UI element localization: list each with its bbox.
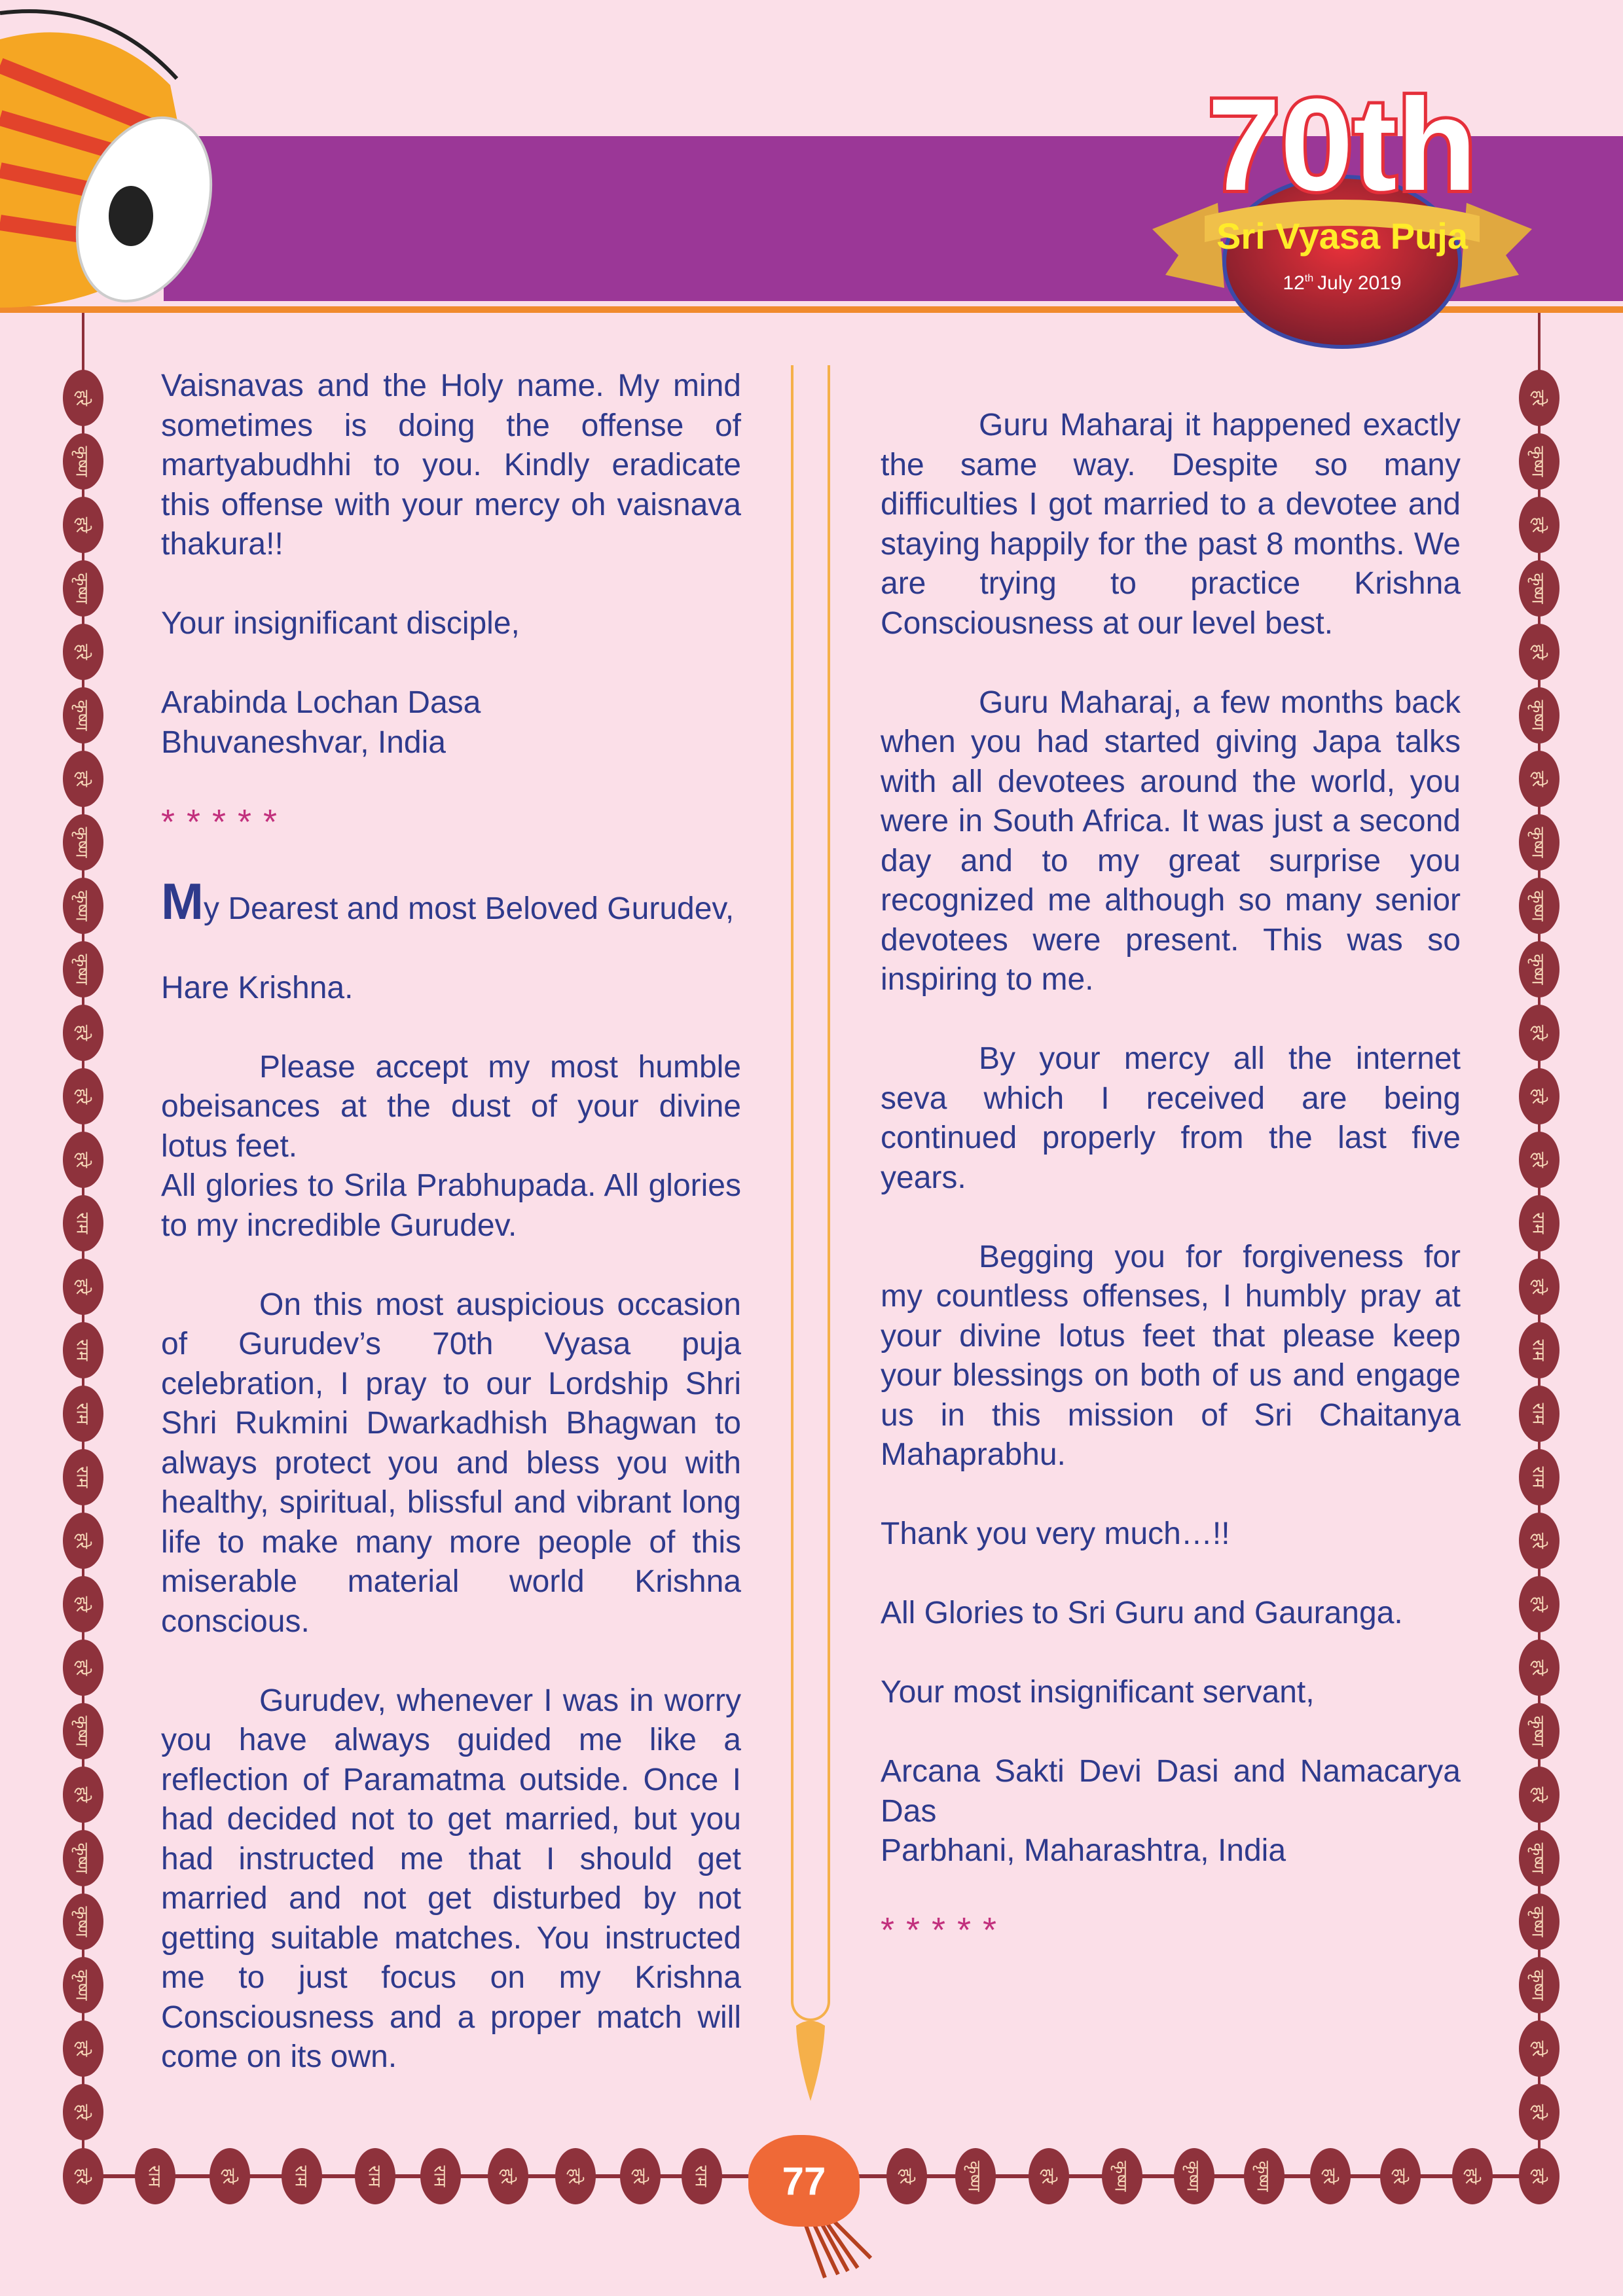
mantra-bead — [63, 1767, 103, 1823]
mantra-bead — [1519, 1386, 1559, 1442]
mantra-bead — [63, 1005, 103, 1061]
bead-label: हरे — [496, 2168, 517, 2185]
bead-label: कृष्ण — [1252, 2161, 1273, 2192]
mantra-bead — [63, 1195, 103, 1251]
mantra-bead — [886, 2148, 927, 2204]
bead-label: कृष्ण — [71, 1969, 92, 2001]
mantra-bead — [1519, 1449, 1559, 1505]
mantra-bead — [1519, 941, 1559, 997]
greeting: Hare Krishna. — [161, 970, 354, 1005]
signature-name: Arabinda Lochan Dasa — [161, 685, 481, 720]
mantra-bead — [63, 370, 103, 426]
bead-label: राम — [71, 1403, 92, 1425]
mantra-bead — [63, 433, 103, 490]
bead-label: कृष्ण — [71, 573, 92, 604]
mantra-bead — [282, 2148, 322, 2204]
bead-label: हरे — [1527, 770, 1548, 787]
bead-label: कृष्ण — [71, 890, 92, 922]
mantra-bead — [63, 941, 103, 997]
bead-label: राम — [290, 2165, 310, 2187]
bead-label: हरे — [1527, 1088, 1548, 1105]
bead-label: हरे — [1527, 1278, 1548, 1295]
mantra-bead — [1519, 814, 1559, 870]
bead-label: राम — [429, 2165, 449, 2187]
svg-text:70th: 70th — [1207, 72, 1477, 218]
paragraph: All glories to Srila Prabhupada. All glories to my incredible Gurudev. — [161, 1168, 741, 1243]
paragraph: Gurudev, whenever I was in worry you have always guided me like a reflection of Paramatma outside. Once I had decided not to get married, but you had instructed me that I should get married and not get disturbed by not getting suitable matches. You instructed me to just focus on my Krishna Consciousness and a proper match will come on its own. — [161, 1683, 741, 2074]
mantra-bead — [1244, 2148, 1285, 2204]
bead-label: हरे — [1527, 2104, 1548, 2121]
mantra-bead — [1519, 370, 1559, 426]
paragraph: Guru Maharaj it happened exactly the same way. Despite so many difficulties I got married to a devotee and staying happily for the past 8 months. We are trying to practice Krishna Consciousness at our level best. — [881, 408, 1461, 641]
mantra-bead — [210, 2148, 250, 2204]
mantra-bead — [1310, 2148, 1351, 2204]
bead-label: राम — [363, 2165, 384, 2187]
thanks: Thank you very much…!! — [881, 1516, 1230, 1551]
svg-text:12thJuly 2019: 12th July 2019 — [1283, 272, 1402, 294]
bead-label: हरे — [1527, 1151, 1548, 1168]
bead-label: कृष्ण — [71, 700, 92, 731]
bead-label: हरे — [895, 2168, 915, 2185]
bead-label: हरे — [71, 1532, 92, 1549]
bead-label: हरे — [71, 1596, 92, 1613]
bead-label: हरे — [1527, 1786, 1548, 1803]
bead-label: हरे — [1527, 1532, 1548, 1549]
bead-label: हरे — [71, 1278, 92, 1295]
paragraph: On this most auspicious occasion of Gurudev’s 70th Vyasa puja celebration, I pray to our Lordship Shri Shri Rukmini Dwarkadhish Bhagwan to always protect you and bless you with healthy, spiritual, blissful and vibrant long life to make many more people of this miserable material world Krishna conscious. — [161, 1287, 741, 1639]
bead-label: हरे — [218, 2168, 238, 2185]
bead-label: कृष्ण — [1110, 2161, 1131, 2192]
separator-stars: ***** — [161, 802, 289, 842]
mridanga-drum-icon — [0, 0, 223, 321]
mantra-bead — [1519, 1703, 1559, 1759]
mantra-bead — [1519, 2084, 1559, 2140]
mantra-bead — [1519, 1322, 1559, 1378]
bead-label: हरे — [1527, 1596, 1548, 1613]
bead-label: हरे — [71, 516, 92, 533]
signature-place: Bhuvaneshvar, India — [161, 725, 446, 760]
bead-label: राम — [690, 2165, 710, 2187]
mantra-bead — [555, 2148, 596, 2204]
mantra-bead — [1519, 1957, 1559, 2013]
bead-label: हरे — [1527, 389, 1548, 406]
bead-label: हरे — [71, 1786, 92, 1803]
paragraph: Vaisnavas and the Holy name. My mind sometimes is doing the offense of martyabudhhi to you. Kindly eradicate this offense with your mercy oh vaisnava thakura!! — [161, 368, 741, 562]
mantra-bead — [682, 2148, 722, 2204]
bead-label: हरे — [71, 2040, 92, 2057]
bead-label: कृष्ण — [71, 1842, 92, 1874]
bead-label: कृष्ण — [1527, 573, 1548, 604]
mantra-bead — [1519, 1513, 1559, 1569]
mantra-bead — [63, 751, 103, 807]
mantra-bead — [135, 2148, 175, 2204]
left-column — [161, 367, 741, 2117]
bead-label: कृष्ण — [1527, 1906, 1548, 1937]
mantra-bead — [1102, 2148, 1142, 2204]
paragraph: Please accept my most humble obeisances at the dust of your divine lotus feet. — [161, 1049, 741, 1164]
bead-label: कृष्ण — [1182, 2161, 1203, 2192]
column-divider — [791, 365, 830, 2021]
bead-label: हरे — [1527, 2040, 1548, 2057]
mantra-bead — [63, 1576, 103, 1632]
mantra-bead — [955, 2148, 996, 2204]
bead-label: हरे — [71, 2168, 92, 2185]
bead-label: हरे — [1527, 516, 1548, 533]
mantra-bead — [63, 1957, 103, 2013]
bead-label: कृष्ण — [1527, 954, 1548, 985]
bead-label: राम — [1527, 1403, 1548, 1425]
mantra-bead — [1519, 1259, 1559, 1315]
mantra-bead — [63, 1132, 103, 1188]
mantra-bead — [63, 1322, 103, 1378]
mantra-bead — [63, 1068, 103, 1124]
mantra-bead — [63, 2148, 103, 2204]
bead-label: हरे — [1389, 2168, 1409, 2185]
paragraph: Guru Maharaj, a few months back when you had started giving Japa talks with all devotees around the world, you were in South Africa. It was just a second day and to my great surprise you recognized me although so many senior devotees were present. This was so inspiring to me. — [881, 685, 1461, 997]
mantra-bead — [1452, 2148, 1493, 2204]
mantra-bead — [1519, 433, 1559, 490]
mantra-bead — [63, 1513, 103, 1569]
mantra-bead — [1519, 1640, 1559, 1696]
paragraph: Begging you for forgiveness for my countless offenses, I humbly pray at your divine lotus feet that please keep your blessings on both of us and engage us in this mission of Sri Chaitanya Mahaprabhu. — [881, 1239, 1461, 1472]
bead-label: हरे — [1527, 1024, 1548, 1041]
mantra-bead — [63, 687, 103, 744]
bead-label: राम — [71, 1212, 92, 1234]
closing: Your most insignificant servant, — [881, 1675, 1315, 1710]
bead-label: कृष्ण — [1527, 1715, 1548, 1747]
bead-label: कृष्ण — [71, 827, 92, 858]
bead-label: हरे — [71, 1088, 92, 1105]
bead-label: राम — [1527, 1212, 1548, 1234]
mantra-bead — [620, 2148, 661, 2204]
glories: All Glories to Sri Guru and Gauranga. — [881, 1596, 1403, 1630]
divider-drop-ornament — [791, 2019, 830, 2104]
bead-label: हरे — [71, 389, 92, 406]
mantra-bead — [1519, 2020, 1559, 2077]
bead-label: कृष्ण — [71, 954, 92, 985]
bead-label: हरे — [1319, 2168, 1339, 2185]
mantra-bead — [63, 878, 103, 934]
bead-label: कृष्ण — [1527, 890, 1548, 922]
anniversary-badge — [1113, 52, 1571, 367]
mantra-bead — [488, 2148, 528, 2204]
bead-label: कृष्ण — [1527, 827, 1548, 858]
bead-label: हरे — [1037, 2168, 1057, 2185]
mantra-bead — [63, 1893, 103, 1950]
drop-cap: M — [161, 872, 204, 930]
mantra-bead — [63, 2084, 103, 2140]
mantra-bead — [1519, 1893, 1559, 1950]
mantra-bead — [420, 2148, 461, 2204]
bead-label: हरे — [71, 1151, 92, 1168]
bead-label: कृष्ण — [71, 1715, 92, 1747]
mantra-bead — [63, 497, 103, 553]
mantra-bead — [1519, 1195, 1559, 1251]
bead-label: कृष्ण — [71, 1906, 92, 1937]
bead-label: हरे — [71, 1024, 92, 1041]
signature-place: Parbhani, Maharashtra, India — [881, 1833, 1286, 1868]
bead-label: राम — [71, 1466, 92, 1488]
mantra-bead — [1519, 1132, 1559, 1188]
mantra-bead — [63, 1640, 103, 1696]
mantra-bead — [1519, 1767, 1559, 1823]
signature-name: Arcana Sakti Devi Dasi and Namacarya Das — [881, 1754, 1461, 1829]
bead-label: कृष्ण — [1527, 1842, 1548, 1874]
mantra-bead — [1519, 687, 1559, 744]
mantra-bead — [1519, 1005, 1559, 1061]
bead-label: राम — [143, 2165, 164, 2187]
mantra-bead — [1380, 2148, 1421, 2204]
mantra-bead — [1519, 1830, 1559, 1886]
bead-label: हरे — [71, 1659, 92, 1676]
bead-label: राम — [1527, 1466, 1548, 1488]
mantra-bead — [63, 560, 103, 617]
bead-label: हरे — [1527, 1659, 1548, 1676]
bead-label: राम — [71, 1339, 92, 1361]
bead-label: हरे — [71, 2104, 92, 2121]
mantra-bead — [63, 1830, 103, 1886]
page-number: 77 — [748, 2135, 860, 2227]
mantra-bead — [1519, 497, 1559, 553]
mantra-bead — [63, 624, 103, 680]
bead-label: हरे — [71, 643, 92, 660]
mantra-bead — [1174, 2148, 1214, 2204]
mantra-bead — [63, 814, 103, 870]
mantra-bead — [1519, 751, 1559, 807]
bead-label: हरे — [71, 770, 92, 787]
bead-label: हरे — [629, 2168, 649, 2185]
bead-label: हरे — [1527, 2168, 1548, 2185]
svg-text:Sri Vyasa Puja: Sri Vyasa Puja — [1216, 215, 1468, 257]
mantra-bead — [1519, 878, 1559, 934]
bead-label: कृष्ण — [71, 446, 92, 477]
bead-label: राम — [1527, 1339, 1548, 1361]
mantra-bead — [63, 1703, 103, 1759]
mantra-bead — [1029, 2148, 1069, 2204]
separator-stars: ***** — [881, 1910, 1009, 1950]
mantra-bead — [1519, 1576, 1559, 1632]
bead-label: हरे — [1527, 643, 1548, 660]
mantra-bead — [63, 1449, 103, 1505]
salutation-text: y Dearest and most Beloved Gurudev, — [203, 891, 735, 926]
salutation — [161, 872, 741, 930]
bead-label: कृष्ण — [1527, 446, 1548, 477]
bead-label: हरे — [564, 2168, 584, 2185]
bead-label: हरे — [1461, 2168, 1481, 2185]
mantra-bead — [1519, 1068, 1559, 1124]
mantra-bead — [355, 2148, 395, 2204]
mantra-bead — [1519, 624, 1559, 680]
mantra-bead — [63, 1386, 103, 1442]
mantra-bead — [63, 2020, 103, 2077]
bead-label: कृष्ण — [964, 2161, 984, 2192]
bead-label: कृष्ण — [1527, 1969, 1548, 2001]
mantra-bead — [1519, 2148, 1559, 2204]
right-column — [881, 406, 1461, 1990]
closing: Your insignificant disciple, — [161, 606, 520, 641]
paragraph: By your mercy all the internet seva which I received are being continued properly from the last five years. — [881, 1041, 1461, 1195]
mantra-bead — [1519, 560, 1559, 617]
bead-label: कृष्ण — [1527, 700, 1548, 731]
mantra-bead — [63, 1259, 103, 1315]
